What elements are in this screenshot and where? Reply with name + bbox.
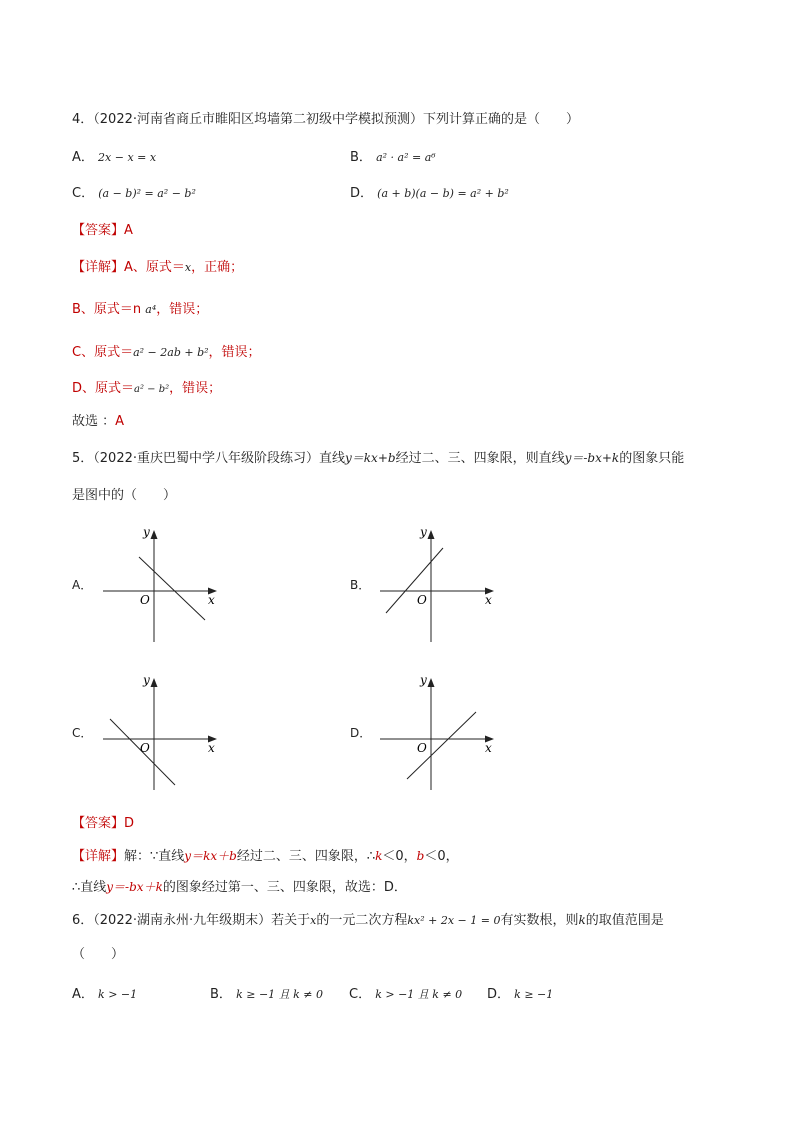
q4-detail-d-post: ，错误；: [169, 381, 222, 396]
graph-line: [139, 557, 205, 620]
q4-detail-tag: 【详解】: [72, 260, 125, 275]
q4-answer: 【答案】A: [72, 223, 133, 238]
q4-detail-a-post: ，正确；: [191, 260, 244, 275]
q5-detail-part4: ＜0，: [424, 849, 459, 864]
q5-equation-1: y＝kx+b: [345, 451, 396, 465]
q6-option-a-label: A．: [72, 987, 94, 1002]
y-axis-arrow-icon: [151, 530, 158, 539]
q4-choose-answer: A: [115, 414, 125, 429]
q5-stem-line2: 是图中的（ ）: [72, 488, 177, 503]
y-axis-label: y: [420, 673, 427, 687]
q4-option-a-label: A．: [72, 150, 94, 165]
y-axis-label: y: [143, 525, 150, 539]
q6-stem-part1: 6．（2022·湖南永州·九年级期末）若关于: [72, 913, 311, 928]
q5-graph-c: [95, 668, 225, 793]
q5-answer: 【答案】D: [72, 816, 135, 831]
q5-stem-part2: 经过二、三、四象限，则直线: [395, 451, 565, 466]
graph-line: [386, 548, 443, 613]
q5-stem-line1: [72, 447, 684, 466]
q5-stem-part3: 的图象只能: [619, 451, 685, 466]
q6-variable-x: x: [310, 914, 317, 927]
y-axis-arrow-icon: [428, 678, 435, 687]
q5-graph-b: [372, 520, 502, 645]
x-axis-label: x: [485, 593, 492, 607]
q6-variable-k: k: [578, 913, 586, 927]
origin-label: O: [417, 593, 427, 607]
q6-option-a-expr: k > −1: [98, 988, 138, 1001]
q6-equation: kx² + 2x − 1 = 0: [407, 914, 501, 927]
q4-detail-b-post: ，错误；: [156, 302, 209, 317]
y-axis-label: y: [143, 673, 150, 687]
q5-graph-a: [95, 520, 225, 645]
q4-detail-c-pre: C、原式＝: [72, 345, 134, 360]
q5-detail-tag: 【详解】: [72, 849, 125, 864]
q4-option-a-expr: 2x − x = x: [98, 151, 157, 164]
q4-detail-a-pre: A、原式＝: [124, 260, 185, 275]
q5-detail-k: k: [375, 849, 383, 863]
q4-option-b-expr: a² · a² = a⁶: [376, 151, 436, 164]
q5-graph-d-label: D．: [350, 726, 372, 740]
q6-stem-line1: [72, 909, 664, 928]
q4-detail-a: [72, 256, 243, 275]
q4-detail-b-expr: a⁴: [145, 303, 157, 316]
q6-option-a: [72, 983, 137, 1002]
origin-label: O: [140, 741, 150, 755]
q6-stem-part2: 的一元二次方程: [316, 913, 408, 928]
q4-detail-b: [72, 298, 208, 317]
q4-option-b: [350, 146, 436, 165]
q4-detail-c: [72, 341, 261, 360]
q4-option-c-expr: (a − b)² = a² − b²: [98, 187, 196, 200]
q6-option-b: [210, 983, 323, 1002]
q5-detail-b: b: [416, 849, 425, 863]
origin-label: O: [417, 741, 427, 755]
x-axis-label: x: [208, 593, 215, 607]
q5-detail-equation: y＝kx＋b: [184, 849, 237, 863]
q4-option-d: [350, 182, 509, 201]
q6-option-d-label: D．: [487, 987, 511, 1002]
q5-equation-2: y＝-bx+k: [564, 451, 620, 465]
q5-graph-c-label: C．: [72, 726, 93, 740]
q6-option-d-expr: k ≥ −1: [514, 988, 554, 1001]
q4-option-b-label: B．: [350, 150, 372, 165]
q6-stem-part3: 有实数根，则: [500, 913, 579, 928]
q4-stem: 4．（2022·河南省商丘市睢阳区坞墙第二初级中学模拟预测）下列计算正确的是（ ）: [72, 112, 579, 127]
q5-graph-b-label: B．: [350, 578, 371, 592]
q6-option-b-label: B．: [210, 987, 232, 1002]
q4-detail-d-pre: D、原式＝: [72, 381, 135, 396]
q5-detail2-part1: ∴直线: [72, 880, 107, 895]
y-axis-label: y: [420, 525, 427, 539]
q4-detail-d: [72, 377, 221, 396]
q4-option-d-label: D．: [350, 186, 374, 201]
q6-option-c: [349, 983, 462, 1002]
q4-option-a: [72, 146, 156, 165]
q5-graph-d: [372, 668, 502, 793]
x-axis-label: x: [485, 741, 492, 755]
q4-choose-label: 故选 ：: [72, 414, 116, 429]
q6-stem-line2: （ ）: [72, 947, 125, 962]
q4-choose: [72, 410, 124, 429]
q6-option-c-expr: k > −1 且 k ≠ 0: [375, 988, 463, 1001]
q5-detail-part2: 经过二、三、四象限，∴: [236, 849, 376, 864]
q4-option-d-expr: (a + b)(a − b) = a² + b²: [377, 187, 509, 200]
q4-option-c: [72, 182, 196, 201]
q5-graph-a-label: A．: [72, 578, 93, 592]
q4-detail-c-post: ，错误；: [208, 345, 261, 360]
y-axis-arrow-icon: [428, 530, 435, 539]
q5-detail2-part2: 的图象经过第一、三、四象限，故选：D．: [162, 880, 407, 895]
q5-detail2-equation: y＝-bx＋k: [106, 880, 163, 894]
q6-option-c-label: C．: [349, 987, 372, 1002]
q4-detail-c-expr: a² − 2ab + b²: [133, 346, 209, 359]
q5-detail-line2: [72, 876, 407, 895]
q6-option-b-expr: k ≥ −1 且 k ≠ 0: [236, 988, 324, 1001]
q5-detail-part3: ＜0，: [382, 849, 417, 864]
q6-stem-part4: 的取值范围是: [585, 913, 664, 928]
q5-stem-part1: 5．（2022·重庆巴蜀中学八年级阶段练习）直线: [72, 451, 345, 466]
q5-detail-line1: [72, 845, 459, 864]
q4-detail-b-pre: B、原式＝n: [72, 302, 146, 317]
origin-label: O: [140, 593, 150, 607]
q6-option-d: [487, 983, 553, 1002]
q4-detail-a-expr: x: [184, 261, 192, 274]
q5-detail-part1: 解：∵直线: [124, 849, 185, 864]
x-axis-label: x: [208, 741, 215, 755]
q4-detail-d-expr: a² − b²: [134, 384, 170, 395]
q4-option-c-label: C．: [72, 186, 95, 201]
y-axis-arrow-icon: [151, 678, 158, 687]
